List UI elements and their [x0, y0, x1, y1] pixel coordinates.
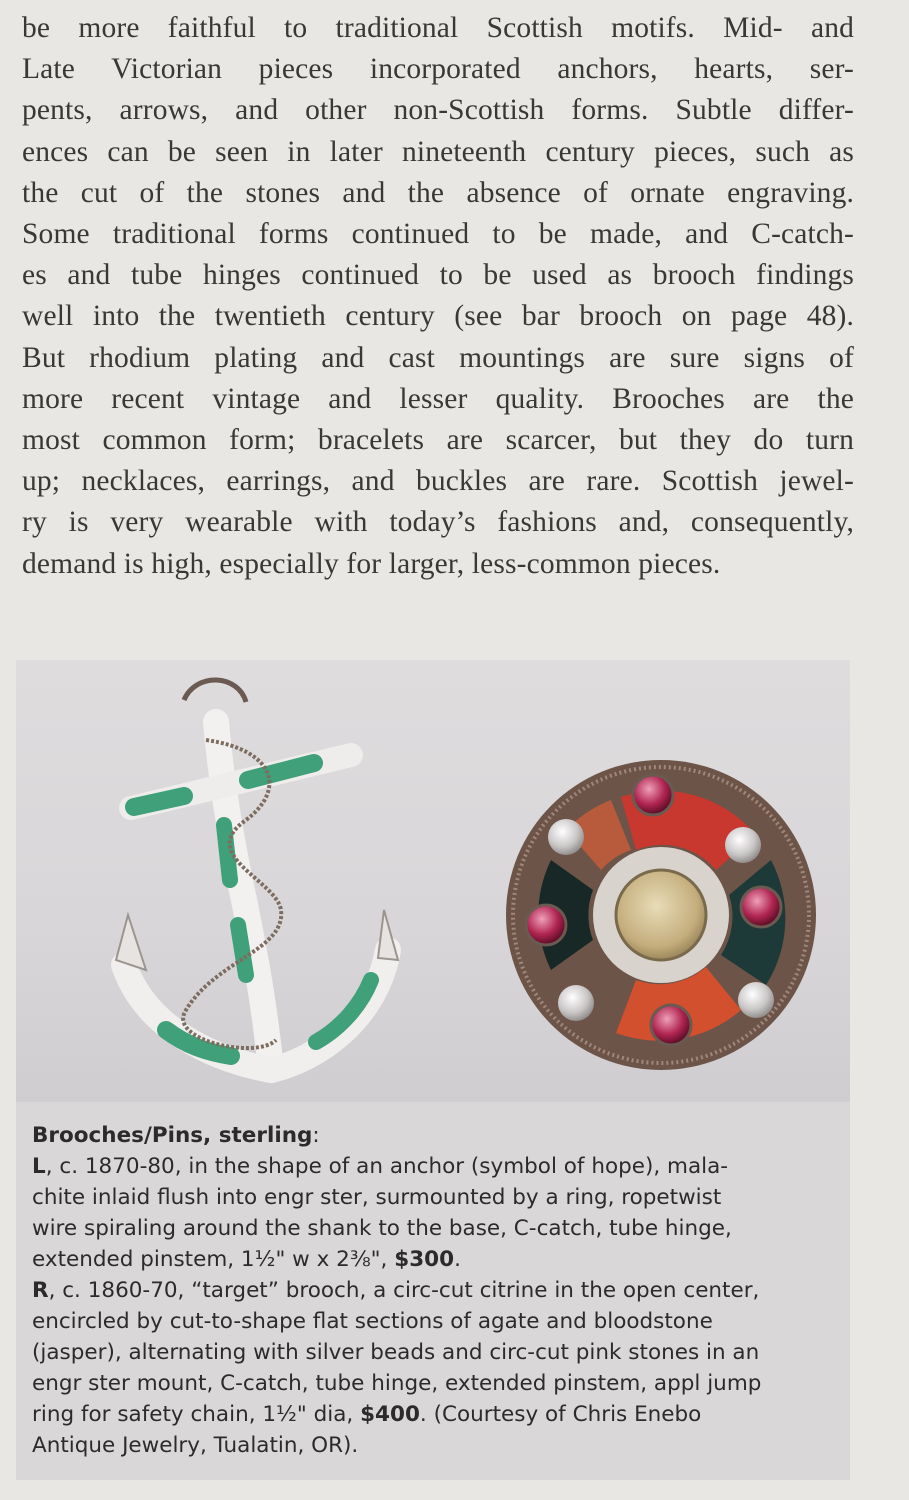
- pink-stone: [633, 775, 673, 815]
- photo-caption: [16, 1102, 850, 1480]
- malachite-shank: [224, 825, 230, 880]
- caption-right-line: encircled by cut-to-shape flat sections of agate and bloodstone: [32, 1309, 713, 1334]
- caption-heading: Brooches/Pins, sterling: [32, 1123, 313, 1148]
- pink-stone: [651, 1005, 691, 1045]
- caption-left-line: wire spiraling around the shank to the base, C-catch, tube hinge,: [32, 1216, 732, 1241]
- caption-right-line: engr ster mount, C-catch, tube hinge, extended pinstem, appl jump: [32, 1371, 762, 1396]
- body-line: es and tube hinges continued to be used as brooch findings: [22, 259, 854, 292]
- body-line: up; necklaces, earrings, and buckles are rare. Scottish jewel-: [22, 465, 854, 498]
- malachite-stock-left: [134, 796, 184, 807]
- caption-left-line: extended pinstem, 1½" w x 2⅜", $300.: [32, 1247, 461, 1272]
- body-line: the cut of the stones and the absence of ornate engraving.: [22, 176, 854, 209]
- price-left: $300: [394, 1247, 455, 1272]
- anchor-ring: [184, 680, 246, 702]
- anchor-fluke-left: [116, 915, 146, 970]
- citrine-stone: [616, 870, 706, 960]
- body-line: well into the twentieth century (see bar brooch on page 48).: [22, 300, 854, 333]
- brooch-photo: [16, 660, 850, 1102]
- caption-left-line: L, c. 1870-80, in the shape of an anchor (symbol of hope), mala-: [32, 1154, 729, 1179]
- body-line: more recent vintage and lesser quality. Brooches are the: [22, 382, 854, 415]
- target-brooch: [506, 760, 816, 1070]
- silver-bead: [548, 819, 584, 855]
- body-line: ences can be seen in later nineteenth century pieces, such as: [22, 135, 854, 168]
- body-line: But rhodium plating and cast mountings are sure signs of: [22, 341, 854, 374]
- silver-bead: [725, 827, 761, 863]
- malachite-shank-lower: [238, 925, 246, 975]
- body-line: Late Victorian pieces incorporated anchors, hearts, ser-: [22, 53, 854, 86]
- pink-stone: [526, 905, 566, 945]
- caption-right-line: Antique Jewelry, Tualatin, OR).: [32, 1433, 359, 1458]
- body-line: Some traditional forms continued to be made, and C-catch-: [22, 218, 854, 251]
- body-line: be more faithful to traditional Scottish motifs. Mid- and: [22, 12, 854, 44]
- caption-left-line: chite inlaid flush into engr ster, surmounted by a ring, ropetwist: [32, 1185, 722, 1210]
- silver-bead: [738, 982, 774, 1018]
- brooch-illustration: [16, 660, 850, 1102]
- caption-heading-line: Brooches/Pins, sterling:: [32, 1123, 320, 1148]
- caption-right-line: ring for safety chain, 1½" dia, $400. (Courtesy of Chris Enebo: [32, 1402, 702, 1427]
- body-line: ry is very wearable with today’s fashions and, consequently,: [22, 506, 854, 539]
- body-line: most common form; bracelets are scarcer, but they do turn: [22, 424, 854, 457]
- pink-stone: [741, 887, 781, 927]
- caption-right-line: (jasper), alternating with silver beads and circ-cut pink stones in an: [32, 1340, 760, 1365]
- anchor-fluke-right: [378, 910, 398, 960]
- anchor-brooch: [116, 680, 398, 1070]
- price-right: $400: [360, 1402, 420, 1427]
- body-line: pents, arrows, and other non-Scottish forms. Subtle differ-: [22, 94, 854, 127]
- body-line: demand is high, especially for larger, less-common pieces.: [22, 547, 721, 580]
- silver-bead: [558, 985, 594, 1021]
- caption-right-line: R, c. 1860-70, “target” brooch, a circ-cut citrine in the open center,: [32, 1278, 760, 1303]
- body-text: [22, 8, 854, 585]
